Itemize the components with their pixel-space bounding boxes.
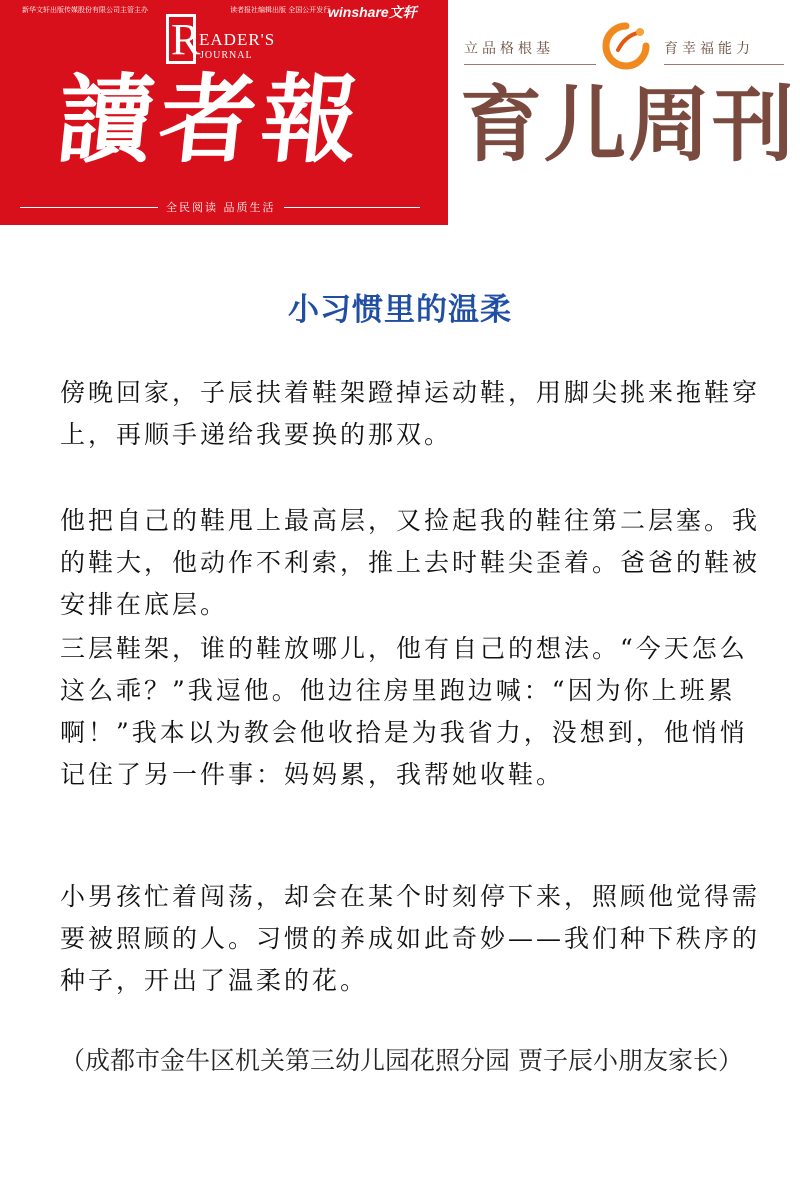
motto-left: 立品格根基 <box>464 41 554 57</box>
article-paragraph: 他把自己的鞋甩上最高层，又捡起我的鞋往第二层塞。我的鞋大，他动作不利索，推上去时鞋尖歪着。爸爸的鞋被安排在底层。 <box>60 506 761 619</box>
parenting-weekly-header <box>448 0 800 225</box>
sun-emblem-icon <box>596 20 656 70</box>
publisher-line: 新华文轩出版传媒股份有限公司主管主办 <box>22 6 148 14</box>
masthead <box>0 0 800 225</box>
readers-journal-title: EADER'S <box>199 30 276 49</box>
article-title: 小习惯里的温柔 <box>288 292 512 328</box>
readers-journal-chinese-title: 讀者報 <box>52 63 370 176</box>
article-paragraph: 三层鞋架，谁的鞋放哪儿，他有自己的想法。“今天怎么这么乖？”我逗他。他边往房里跑边喊：“因为你上班累啊！”我本以为教会他收拾是为我省力，没想到，他悄悄记住了另一件事：妈妈累，我帮她收鞋。 <box>60 634 748 789</box>
readers-journal-banner <box>0 0 448 225</box>
readers-journal-subtitle: JOURNAL <box>200 50 253 61</box>
winshare-logo: winshare文轩 <box>328 4 417 20</box>
article-paragraph: 傍晚回家，子辰扶着鞋架蹬掉运动鞋，用脚尖挑来拖鞋穿上，再顺手递给我要换的那双。 <box>60 378 761 449</box>
brand-slogan: 全民阅读 品质生活 <box>158 199 284 215</box>
motto-underline-left <box>464 64 596 65</box>
motto-underline-right <box>664 64 784 65</box>
author-credit: （成都市金牛区机关第三幼儿园花照分园 贾子辰小朋友家长） <box>60 1046 743 1075</box>
motto-right: 育幸福能力 <box>664 41 754 57</box>
article-paragraph: 小男孩忙着闯荡，却会在某个时刻停下来，照顾他觉得需要被照顾的人。习惯的养成如此奇妙——我们种下秩序的种子，开出了温柔的花。 <box>60 882 761 995</box>
readers-journal-r-logo <box>166 14 196 64</box>
parenting-weekly-title: 育儿周刊 <box>460 78 797 173</box>
distribution-line: 读者报社编辑出版 全国公开发行 <box>230 6 331 14</box>
